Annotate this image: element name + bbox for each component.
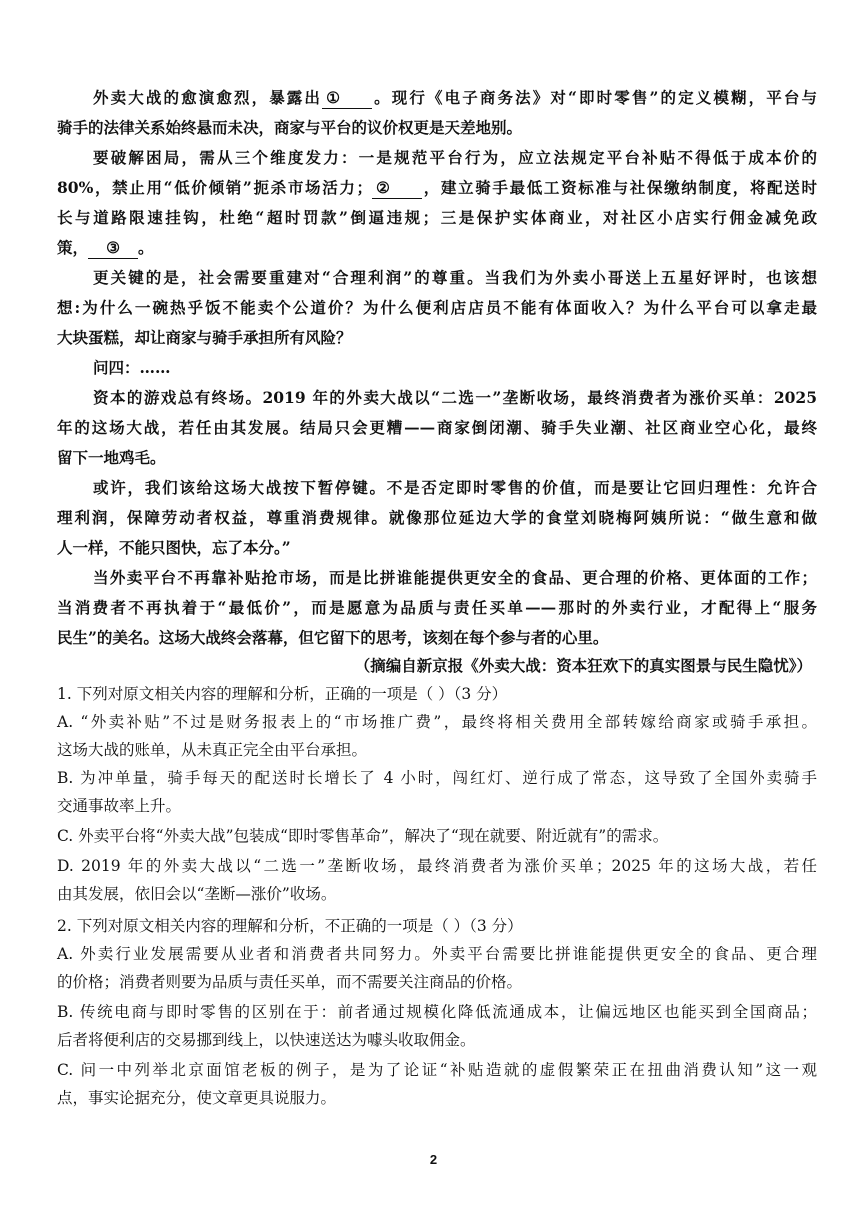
text-span: 。现行《电子商务法》对“即时零售”的定义模糊，平台与 xyxy=(372,88,817,107)
blank-1: ① xyxy=(322,88,372,109)
question-1-option-a-line-1: A. “外卖补贴”不过是财务报表上的“市场推广费”，最终将相关费用全部转嫁给商家或骑手承担。 xyxy=(57,713,817,731)
text-span: ，建立骑手最低工资标准与社保缴纳制度，将配送时 xyxy=(422,178,817,197)
paragraph-6-line-3: 人一样，不能只图快，忘了本分。” xyxy=(57,538,291,557)
paragraph-3-line-2: 想:为什么一碗热乎饭不能卖个公道价？为什么便利店店员不能有体面收入？为什么平台可以拿走最 xyxy=(57,298,817,317)
paragraph-2-line-2 xyxy=(57,178,817,199)
page-number: 2 xyxy=(429,1152,438,1167)
question-2-stem: 2. 下列对原文相关内容的理解和分析，不正确的一项是（ ）（3 分） xyxy=(57,917,523,935)
blank-2: ② xyxy=(372,178,422,199)
paragraph-5-line-1: 资本的游戏总有终场。2019 年的外卖大战以“二选一”垄断收场，最终消费者为涨价买单：2025 xyxy=(93,388,817,407)
question-1-option-d-line-2: 由其发展，依旧会以“垄断—涨价”收场。 xyxy=(57,885,337,903)
question-2-option-a-line-2: 的价格；消费者则要为品质与责任买单，而不需要关注商品的价格。 xyxy=(57,973,523,991)
paragraph-4: 问四：…… xyxy=(93,358,171,377)
paragraph-3-line-3: 大块蛋糕，却让商家与骑手承担所有风险？ xyxy=(57,328,352,347)
paragraph-2-line-3: 长与道路限速挂钩，杜绝“超时罚款”倒逼违规；三是保护实体商业，对社区小店实行佣金减免政 xyxy=(57,208,817,227)
text-span: 外卖大战的愈演愈烈，暴露出 xyxy=(93,88,323,107)
question-1-option-d-line-1: D. 2019 年的外卖大战以“二选一”垄断收场，最终消费者为涨价买单；2025 年的这场大战，若任 xyxy=(57,857,817,875)
paragraph-5-line-3: 留下一地鸡毛。 xyxy=(57,448,166,467)
question-2-option-c-line-2: 点，事实论据充分，使文章更具说服力。 xyxy=(57,1089,337,1107)
blank-3: ③ xyxy=(88,238,138,259)
question-2-option-b-line-1: B. 传统电商与即时零售的区别在于：前者通过规模化降低流通成本，让偏远地区也能买到全国商品； xyxy=(57,1003,817,1021)
paragraph-2-line-1: 要破解困局，需从三个维度发力：一是规范平台行为，应立法规定平台补贴不得低于成本价的 xyxy=(93,148,817,167)
paragraph-7-line-3: 民生”的美名。这场大战终会落幕，但它留下的思考，该刻在每个参与者的心里。 xyxy=(57,628,609,647)
question-2-option-b-line-2: 后者将便利店的交易挪到线上，以快速送达为噱头收取佣金。 xyxy=(57,1031,476,1049)
question-1-stem: 1. 下列对原文相关内容的理解和分析，正确的一项是（ ）（3 分） xyxy=(57,685,508,703)
text-span: 80%，禁止用“低价倾销”扼杀市场活力； xyxy=(57,178,373,197)
question-2-option-a-line-1: A. 外卖行业发展需要从业者和消费者共同努力。外卖平台需要比拼谁能提供更安全的食品、更合理 xyxy=(57,945,817,963)
paragraph-7-line-2: 当消费者不再执着于“最低价”，而是愿意为品质与责任买单——那时的外卖行业，才配得上“服务 xyxy=(57,598,817,617)
paragraph-6-line-1: 或许，我们该给这场大战按下暂停键。不是否定即时零售的价值，而是要让它回归理性：允许合 xyxy=(93,478,817,497)
paragraph-3-line-1: 更关键的是，社会需要重建对“合理利润”的尊重。当我们为外卖小哥送上五星好评时，也该想 xyxy=(93,268,817,287)
question-1-option-c: C. 外卖平台将“外卖大战”包装成“即时零售革命”，解决了“现在就要、附近就有”的需求。 xyxy=(57,827,669,845)
question-2-option-c-line-1: C. 问一中列举北京面馆老板的例子，是为了论证“补贴造就的虚假繁荣正在扭曲消费认知”这一观 xyxy=(57,1061,817,1079)
paragraph-2-line-4 xyxy=(57,238,817,259)
text-span: 策， xyxy=(57,238,89,257)
question-1-option-b-line-1: B. 为冲单量，骑手每天的配送时长增长了 4 小时，闯红灯、逆行成了常态，这导致了全国外卖骑手 xyxy=(57,769,817,787)
paragraph-7-line-1: 当外卖平台不再靠补贴抢市场，而是比拼谁能提供更安全的食品、更合理的价格、更体面的工作； xyxy=(93,568,817,587)
source-citation: （摘编自新京报《外卖大战：资本狂欢下的真实图景与民生隐忧》） xyxy=(354,656,812,675)
paragraph-1-line-1 xyxy=(93,88,817,109)
text-span: 。 xyxy=(138,238,154,257)
paragraph-1-line-2: 骑手的法律关系始终悬而未决，商家与平台的议价权更是天差地别。 xyxy=(57,118,523,137)
paragraph-6-line-2: 理利润，保障劳动者权益，尊重消费规律。就像那位延边大学的食堂刘晓梅阿姨所说：“做生意和做 xyxy=(57,508,817,527)
paragraph-5-line-2: 年的这场大战，若任由其发展。结局只会更糟——商家倒闭潮、骑手失业潮、社区商业空心化，最终 xyxy=(57,418,817,437)
question-1-option-b-line-2: 交通事故率上升。 xyxy=(57,797,182,815)
question-1-option-a-line-2: 这场大战的账单，从未真正完全由平台承担。 xyxy=(57,741,368,759)
